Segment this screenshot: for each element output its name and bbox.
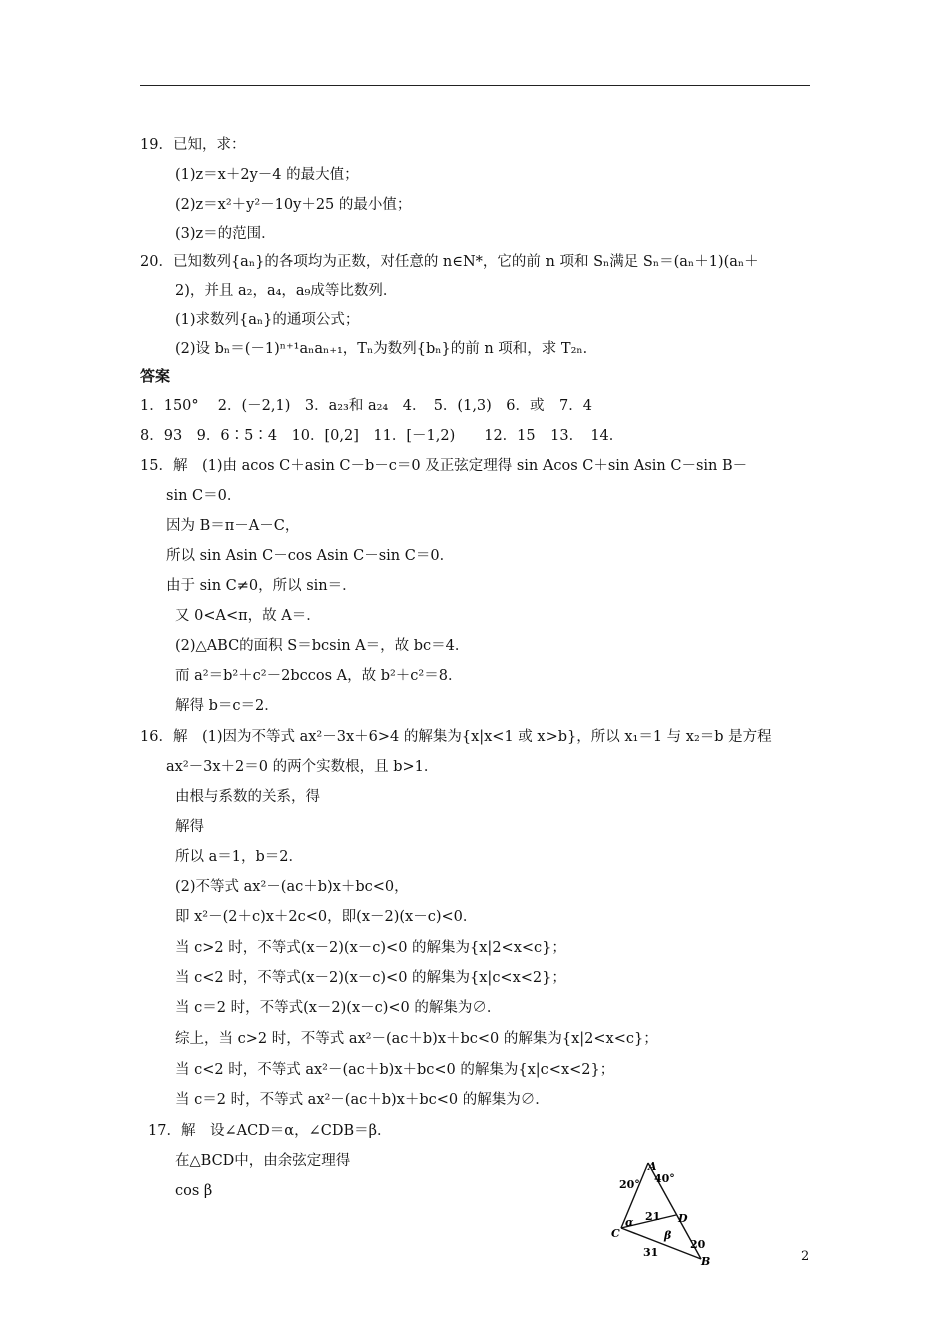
text-line: (2)不等式 ax²－(ac＋b)x＋bc<0， <box>175 879 409 895</box>
text-line: sin C＝0． <box>166 488 242 504</box>
text-line: 因为 B＝π－A－C， <box>166 518 300 534</box>
label-alpha: α <box>625 1216 634 1229</box>
label-db-length: 20 <box>690 1238 706 1251</box>
label-d: D <box>678 1212 688 1225</box>
text-line: 19．已知，求： <box>140 137 246 153</box>
text-line: ax²－3x＋2＝0 的两个实数根，且 b>1． <box>166 759 439 775</box>
text-line: 而 a²＝b²＋c²－2bccos A，故 b²＋c²＝8． <box>175 668 463 684</box>
text-line: 解得 <box>175 819 204 835</box>
text-line: 在△BCD中，由余弦定理得 <box>175 1153 351 1169</box>
text-line: 2)，并且 a₂，a₄，a₉成等比数列． <box>175 283 398 299</box>
text-line: 20．已知数列{aₙ}的各项均为正数，对任意的 n∈N*，它的前 n 项和 Sₙ满足 Sₙ＝(aₙ＋1)(aₙ＋ <box>140 254 759 270</box>
text-line: 15．解 (1)由 acos C＋asin C－b－c＝0 及正弦定理得 sin Acos C＋sin Asin C－sin B－ <box>140 458 748 474</box>
text-line: (1)z＝x＋2y－4 的最大值； <box>175 167 359 183</box>
text-line: 当 c>2 时，不等式(x－2)(x－c)<0 的解集为{x|2<x<c}； <box>175 940 566 956</box>
label-c: C <box>611 1227 620 1240</box>
text-line: 当 c<2 时，不等式(x－2)(x－c)<0 的解集为{x|c<x<2}； <box>175 970 566 986</box>
text-line: 当 c＝2 时，不等式(x－2)(x－c)<0 的解集为∅． <box>175 1000 502 1016</box>
text-line: 当 c＝2 时，不等式 ax²－(ac＋b)x＋bc<0 的解集为∅． <box>175 1092 550 1108</box>
label-angle-40: 40° <box>654 1172 675 1185</box>
text-line: 16．解 (1)因为不等式 ax²－3x＋6>4 的解集为{x|x<1 或 x>b}，所以 x₁＝1 与 x₂＝b 是方程 <box>140 729 772 745</box>
label-b: B <box>701 1255 711 1265</box>
text-line: cos β <box>175 1183 213 1199</box>
text-line: (1)求数列{aₙ}的通项公式； <box>175 312 360 328</box>
text-line: (2)z＝x²＋y²－10y＋25 的最小值； <box>175 197 412 213</box>
header-rule <box>140 85 810 86</box>
text-line: 所以 a＝1，b＝2． <box>175 849 303 865</box>
text-line: 综上，当 c>2 时，不等式 ax²－(ac＋b)x＋bc<0 的解集为{x|2<x<c}； <box>175 1031 658 1047</box>
text-line: (2)设 bₙ＝(－1)ⁿ⁺¹aₙaₙ₊₁，Tₙ为数列{bₙ}的前 n 项和，求 T₂ₙ． <box>175 341 598 357</box>
label-cb-length: 31 <box>643 1246 659 1259</box>
edge-cb <box>621 1228 701 1259</box>
text-line: 解得 b＝c＝2． <box>175 698 279 714</box>
label-angle-20: 20° <box>619 1178 640 1191</box>
label-cd-length: 21 <box>645 1210 661 1223</box>
text-line: 17．解 设∠ACD＝α，∠CDB＝β． <box>148 1123 392 1139</box>
text-line: 由根与系数的关系，得 <box>175 789 320 805</box>
text-line: 1．150° 2．(－2,1) 3．a₂₃和 a₂₄ 4． 5．(1,3) 6．或 7．4 <box>140 398 592 414</box>
text-line: 当 c<2 时，不等式 ax²－(ac＋b)x＋bc<0 的解集为{x|c<x<2}； <box>175 1062 615 1078</box>
text-line: 8．93 9．6∶5∶4 10．[0,2] 11．[－1,2) 12．15 13． 14． <box>140 428 624 444</box>
text-line: 即 x²－(2＋c)x＋2c<0，即(x－2)(x－c)<0． <box>175 909 478 925</box>
text-line: 所以 sin Asin C－cos Asin C－sin C＝0． <box>166 548 455 564</box>
answer-heading: 答案 <box>140 367 171 385</box>
label-a: A <box>648 1160 657 1173</box>
text-line: (3)z＝的范围． <box>175 226 276 242</box>
label-beta: β <box>664 1229 672 1242</box>
triangle-figure <box>608 1155 718 1265</box>
text-line: 由于 sin C≠0，所以 sin＝． <box>166 578 357 594</box>
page-number: 2 <box>801 1249 810 1264</box>
text-line: 又 0<A<π，故 A＝． <box>175 608 321 624</box>
text-line: (2)△ABC的面积 S＝bcsin A＝，故 bc＝4． <box>175 638 470 654</box>
